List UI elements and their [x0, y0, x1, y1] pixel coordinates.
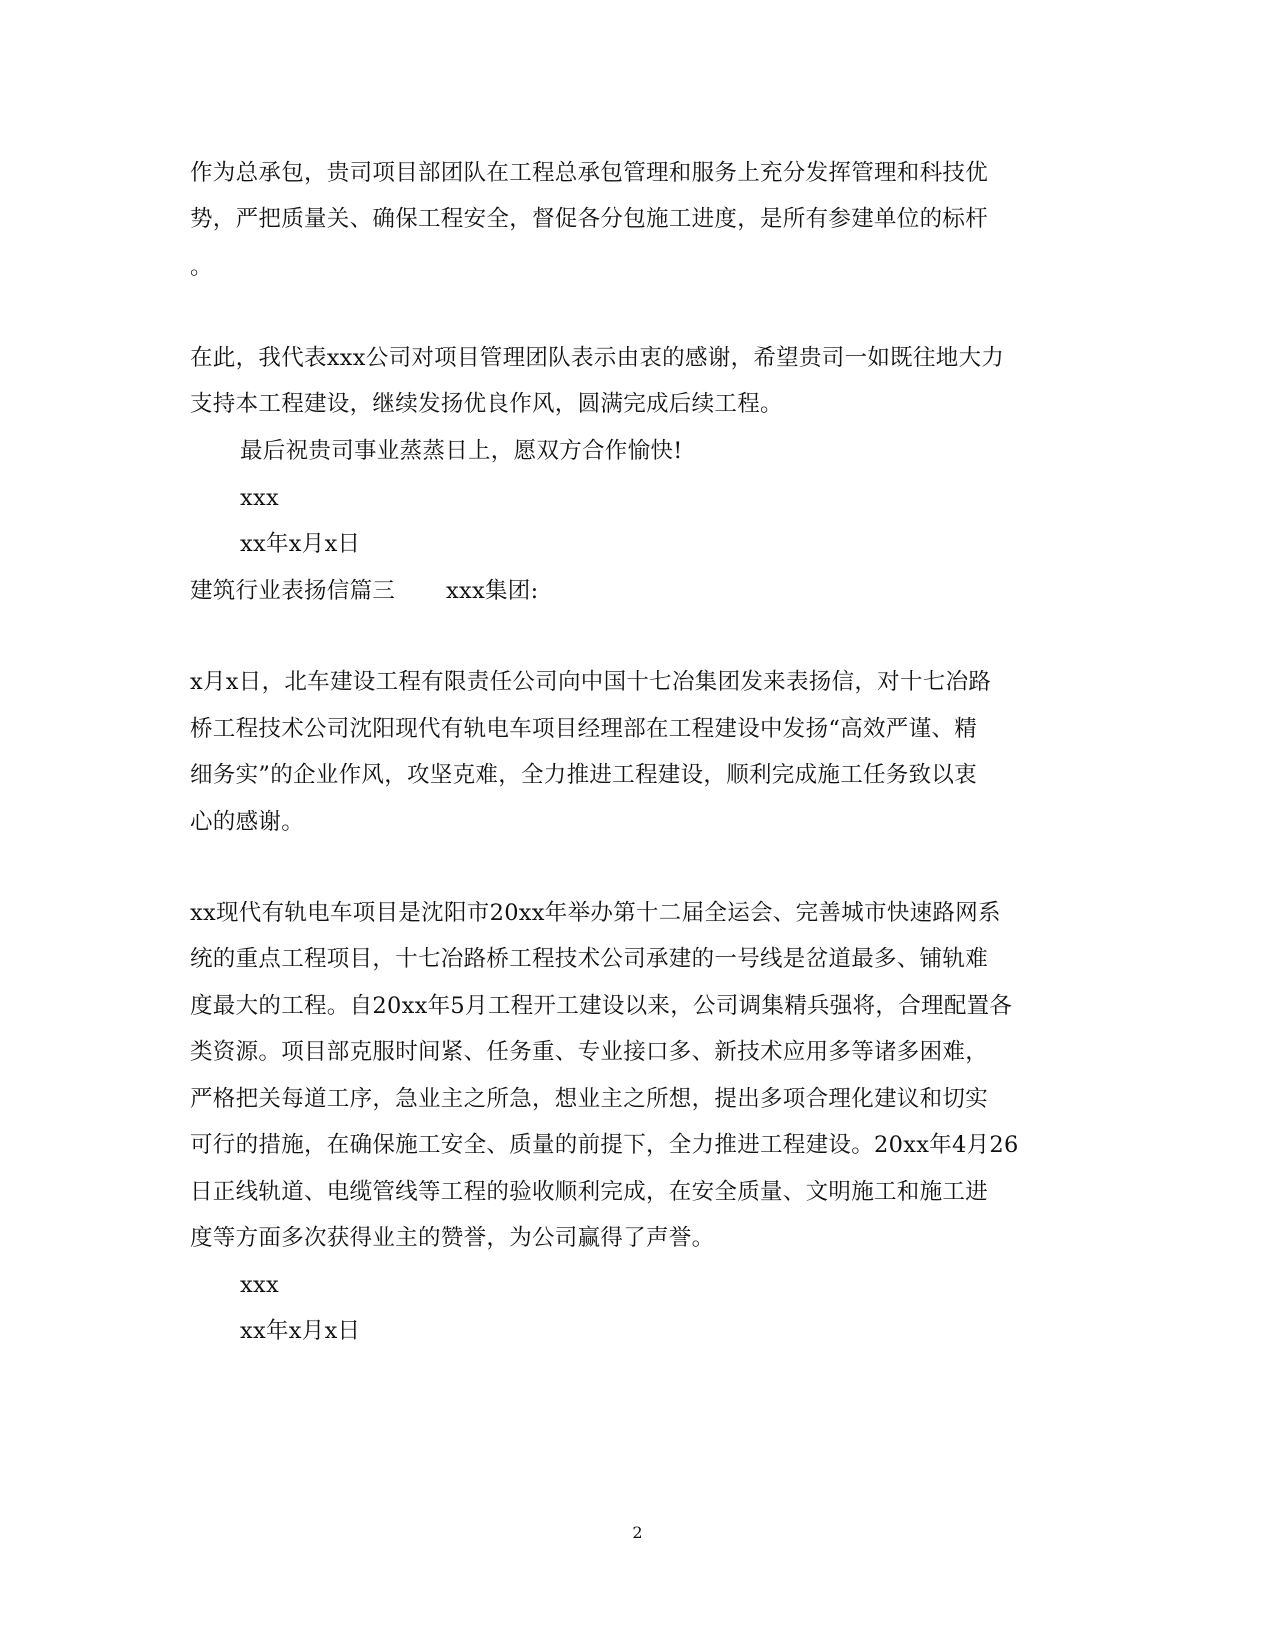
- closing2-signer: xxx: [240, 1272, 279, 1298]
- paragraph4-line-2: 统的重点工程项目，十七冶路桥工程技术公司承建的一号线是岔道最多、铺轨难: [190, 946, 989, 972]
- paragraph2-line-1: 在此，我代表xxx公司对项目管理团队表示由衷的感谢，希望贵司一如既往地大力: [190, 345, 1005, 371]
- paragraph4-line-5: 严格把关每道工序，急业主之所急，想业主之所想，提出多项合理化建议和切实: [190, 1086, 989, 1112]
- paragraph1-line-3: 。: [190, 254, 213, 280]
- paragraph3-line-4: 心的感谢。: [190, 809, 305, 835]
- paragraph4-line-1: xx现代有轨电车项目是沈阳市20xx年举办第十二届全运会、完善城市快速路网系: [190, 900, 1001, 926]
- paragraph1-line-1: 作为总承包，贵司项目部团队在工程总承包管理和服务上充分发挥管理和科技优: [190, 160, 989, 186]
- paragraph2-line-2: 支持本工程建设，继续发扬优良作风，圆满完成后续工程。: [190, 391, 783, 417]
- closing-wish: 最后祝贵司事业蒸蒸日上，愿双方合作愉快!: [240, 438, 683, 464]
- paragraph4-line-6: 可行的措施，在确保施工安全、质量的前提下，全力推进工程建设。20xx年4月26: [190, 1132, 1019, 1158]
- closing1-signer: xxx: [240, 485, 279, 511]
- section3-heading: [190, 576, 990, 606]
- paragraph4-line-4: 类资源。项目部克服时间紧、任务重、专业接口多、新技术应用多等诸多困难，: [190, 1039, 989, 1065]
- paragraph3-line-2: 桥工程技术公司沈阳现代有轨电车项目经理部在工程建设中发扬“高效严谨、精: [190, 716, 978, 742]
- paragraph3-line-3: 细务实”的企业作风，攻坚克难，全力推进工程建设，顺利完成施工任务致以衷: [190, 762, 978, 788]
- paragraph3-line-1: x月x日，北车建设工程有限责任公司向中国十七冶集团发来表扬信，对十七冶路: [190, 669, 992, 695]
- closing1-date: xx年x月x日: [240, 531, 361, 557]
- paragraph4-line-7: 日正线轨道、电缆管线等工程的验收顺利完成，在安全质量、文明施工和施工进: [190, 1179, 989, 1205]
- section3-recipient: xxx集团:: [446, 578, 539, 604]
- closing2-date: xx年x月x日: [240, 1318, 361, 1344]
- section3-title: 建筑行业表扬信篇三: [190, 578, 396, 604]
- page-number: 2: [632, 1523, 643, 1542]
- paragraph4-line-8: 度等方面多次获得业主的赞誉，为公司赢得了声誉。: [190, 1225, 715, 1251]
- paragraph1-line-2: 势，严把质量关、确保工程安全，督促各分包施工进度，是所有参建单位的标杆: [190, 206, 989, 232]
- paragraph4-line-3: 度最大的工程。自20xx年5月工程开工建设以来，公司调集精兵强将，合理配置各: [190, 993, 1013, 1019]
